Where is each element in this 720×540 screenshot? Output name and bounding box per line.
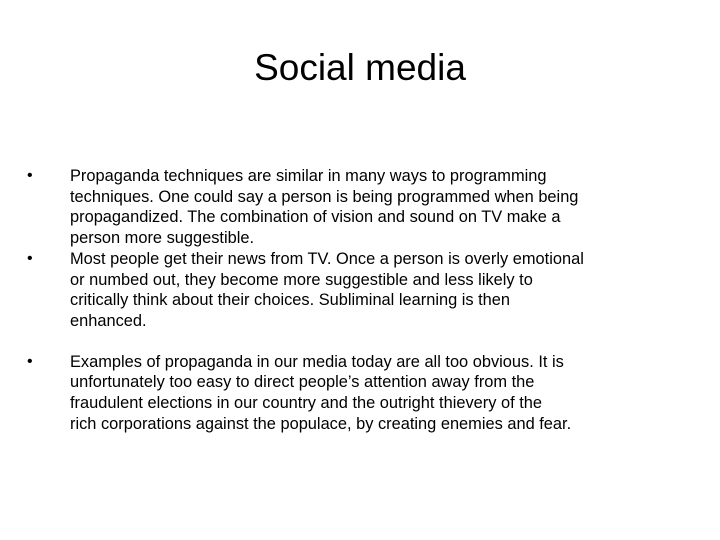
bullet-point-icon: • [27, 249, 33, 267]
bullet-text-line: critically think about their choices. Subliminal learning is then [70, 291, 511, 310]
bullet-item-3 [27, 352, 687, 435]
bullet-text-line: rich corporations against the populace, by creating enemies and fear. [70, 414, 572, 433]
bullet-item-1 [27, 166, 687, 249]
bullet-list [27, 166, 687, 434]
bullet-text-line: Propaganda techniques are similar in many ways to programming [70, 167, 547, 185]
bullet-text-line: propagandized. The combination of vision and sound on TV make a [70, 208, 561, 227]
bullet-text-line: person more suggestible. [70, 229, 255, 248]
bullet-point-icon: • [27, 167, 33, 184]
bullet-text-line: unfortunately too easy to direct people’s attention away from the [70, 373, 535, 392]
bullet-text-line: enhanced. [70, 311, 147, 330]
bullet-text-line: Most people get their news from TV. Once a person is overly emotional [70, 249, 584, 268]
bullet-text-line: techniques. One could say a person is being programmed when being [70, 187, 579, 206]
bullet-point-icon: • [27, 352, 33, 370]
bullet-text-line: or numbed out, they become more suggestible and less likely to [70, 270, 533, 289]
bullet-item-2 [27, 249, 687, 332]
bullet-text-line: fraudulent elections in our country and the outright thievery of the [70, 394, 542, 413]
slide-title: Social media [254, 47, 466, 88]
bullet-text-line: Examples of propaganda in our media today are all too obvious. It is [70, 352, 564, 371]
bullet-spacer [27, 332, 687, 352]
